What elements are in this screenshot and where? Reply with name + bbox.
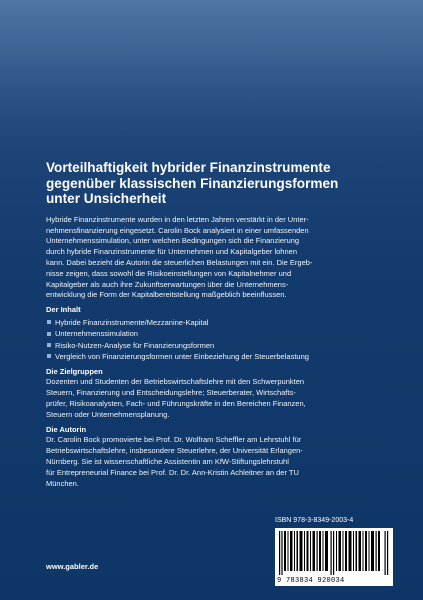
cover-text: [46, 160, 391, 489]
list-item: Unternehmenssimulation: [46, 328, 391, 339]
autorin-line: für Entrepreneurial Finance bei Prof. Dr. Dr. Ann-Kristin Achleitner an der TU: [46, 467, 299, 477]
blurb-line: nehmensfinanzierung eingesetzt. Carolin Bock analysiert in einer umfassenden: [46, 225, 309, 235]
autorin-line: München.: [46, 478, 79, 488]
publisher-url[interactable]: www.gabler.de: [46, 562, 99, 571]
list-item: Risiko-Nutzen-Analyse für Finanzierungsformen: [46, 340, 391, 351]
zielgruppen-heading: Die Zielgruppen: [46, 366, 103, 376]
blurb-line: entwicklung die Form der Kapitalbereitstellung maßgeblich beeinflussen.: [46, 290, 287, 300]
top-gradient-band: [0, 0, 423, 142]
autorin-line: Betriebswirtschaftslehre, insbesondere Steuerlehre, der Universität Erlangen-: [46, 446, 303, 456]
list-item: Vergleich von Finanzierungsformen unter Einbeziehung der Steuerbelastung: [46, 351, 391, 362]
book-title: [46, 160, 391, 207]
blurb-line: Hybride Finanzinstrumente wurden in den letzten Jahren verstärkt in der Unter-: [46, 214, 309, 224]
title-line: unter Unsicherheit: [46, 191, 167, 207]
autorin-paragraph: [46, 435, 391, 489]
inhalt-list: [46, 317, 391, 363]
zielgruppen-line: prüfer, Risikoanalysten, Fach- und Führungskräfte in den Bereichen Finanzen,: [46, 398, 306, 408]
barcode: [275, 528, 393, 586]
zielgruppen-line: Steuern oder Unternehmensplanung.: [46, 409, 170, 419]
barcode-digits: 9 783834 920034: [277, 577, 345, 585]
blurb-paragraph: [46, 215, 391, 301]
blurb-line: Unternehmenssimulation, unter welchen Bedingungen sich die Finanzierung: [46, 236, 300, 246]
autorin-heading: Die Autorin: [46, 424, 87, 434]
title-line: gegenüber klassischen Finanzierungsformen: [46, 175, 339, 191]
title-line: Vorteilhaftigkeit hybrider Finanzinstrumente: [46, 160, 331, 175]
zielgruppen-line: Steuern, Finanzierung und Entscheidungslehre; Steuerberater, Wirtschafts-: [46, 388, 296, 398]
isbn-text: ISBN 978-3-8349-2003-4: [275, 517, 354, 524]
blurb-line: Kapitalgeber als auch ihre Zukunftserwartungen über die Unternehmens-: [46, 279, 289, 289]
autorin-line: Nürnberg. Sie ist wissenschaftliche Assistentin am KfW-Stiftungslehrstuhl: [46, 456, 289, 466]
blurb-line: durch hybride Finanzinstrumente für Unternehmen und Kapitalgeber lohnen: [46, 247, 297, 257]
isbn-block: [275, 516, 393, 586]
blurb-line: kann. Dabei bezieht die Autorin die steuerlichen Belastungen mit ein. Die Ergeb-: [46, 257, 313, 267]
inhalt-heading: Der Inhalt: [46, 305, 81, 315]
list-item: Hybride Finanzinstrumente/Mezzanine-Kapital: [46, 317, 391, 328]
zielgruppen-line: Dozenten und Studenten der Betriebswirtschaftslehre mit den Schwerpunkten: [46, 377, 305, 387]
zielgruppen-paragraph: [46, 377, 391, 420]
barcode-bars-icon: [279, 531, 389, 575]
autorin-line: Dr. Carolin Bock promovierte bei Prof. Dr. Wolfram Scheffler am Lehrstuhl für: [46, 435, 302, 445]
blurb-line: nisse zeigen, dass sowohl die Risikoeinstellungen von Kapitalnehmer und: [46, 268, 292, 278]
